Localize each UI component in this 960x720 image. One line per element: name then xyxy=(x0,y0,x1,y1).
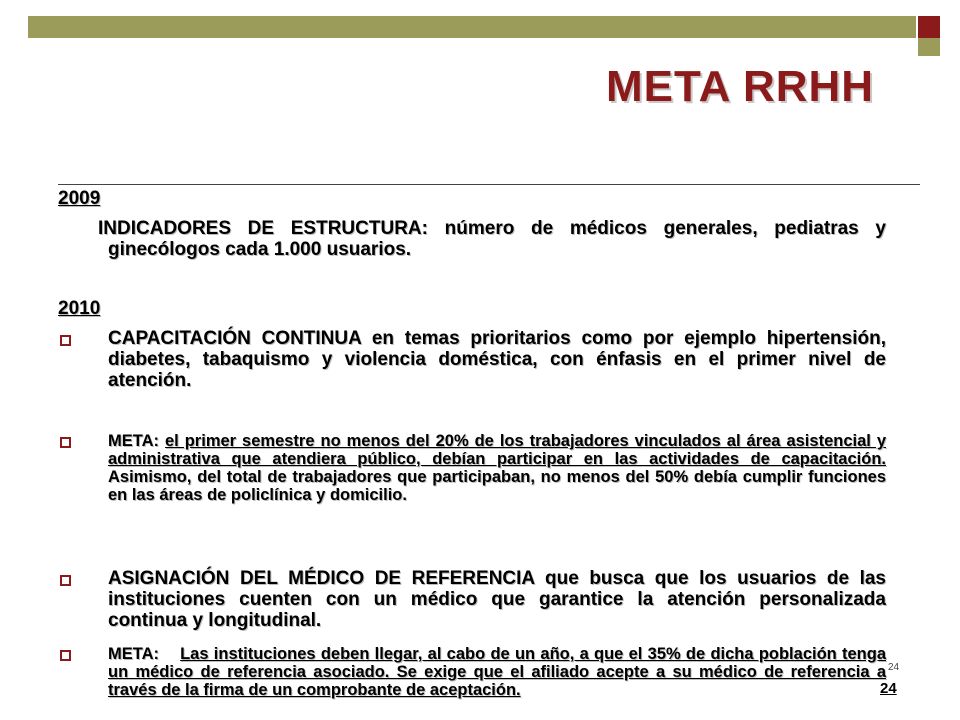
meta-capacitacion-text xyxy=(108,432,886,504)
capacitacion-lead: CAPACITACIÓN CONTINUA xyxy=(108,328,362,349)
bullet-square-icon xyxy=(60,437,71,448)
meta-medico-label: META: xyxy=(108,645,160,663)
page-number-small: 24 xyxy=(888,662,900,673)
title-divider xyxy=(58,184,920,185)
meta-label: META: xyxy=(108,432,165,450)
header-square-red xyxy=(918,16,940,38)
asignacion-text xyxy=(108,568,886,631)
bullet-square-icon xyxy=(60,335,71,346)
slide-title: META RRHH xyxy=(606,62,875,111)
meta-capacitacion-rest: Asimismo, del total de trabajadores que participaban, no menos del 50% debía cumplir funciones en las áreas de policlínica y domicilio. xyxy=(108,468,886,504)
bullet-square-icon xyxy=(60,575,71,586)
meta-medico-text xyxy=(108,645,886,699)
header-square-olive xyxy=(918,38,940,56)
year-2009: 2009 xyxy=(58,188,101,209)
indicadores-text: INDICADORES DE ESTRUCTURA: número de médicos generales, pediatras y ginecólogos cada 1.000 usuarios. xyxy=(98,218,886,260)
year-2010: 2010 xyxy=(58,298,101,319)
header-bar xyxy=(28,16,916,38)
capacitacion-text xyxy=(108,328,886,391)
asignacion-rest: que busca que los usuarios de las instituciones cuenten con un médico que garantice la atención personalizada continua y longitudinal. xyxy=(108,568,886,631)
capacitacion-rest: en temas prioritarios como por ejemplo hipertensión, diabetes, tabaquismo y violencia doméstica, con énfasis en el primer nivel de atención. xyxy=(108,328,886,391)
meta-medico-underlined: Las instituciones deben llegar, al cabo de un año, a que el 35% de dicha población tenga un médico de referencia asociado. Se exige que el afiliado acepte a su médico de referencia a través de la firma de un comprobante de aceptación. xyxy=(108,645,887,699)
bullet-square-icon xyxy=(60,650,71,661)
page-number: 24 xyxy=(880,680,897,697)
asignacion-lead: ASIGNACIÓN DEL MÉDICO DE REFERENCIA xyxy=(108,568,535,589)
meta-capacitacion-underlined: el primer semestre no menos del 20% de los trabajadores vinculados al área asistencial y administrativa que atendiera público, debían participar en las actividades de capacitación. xyxy=(108,432,886,468)
